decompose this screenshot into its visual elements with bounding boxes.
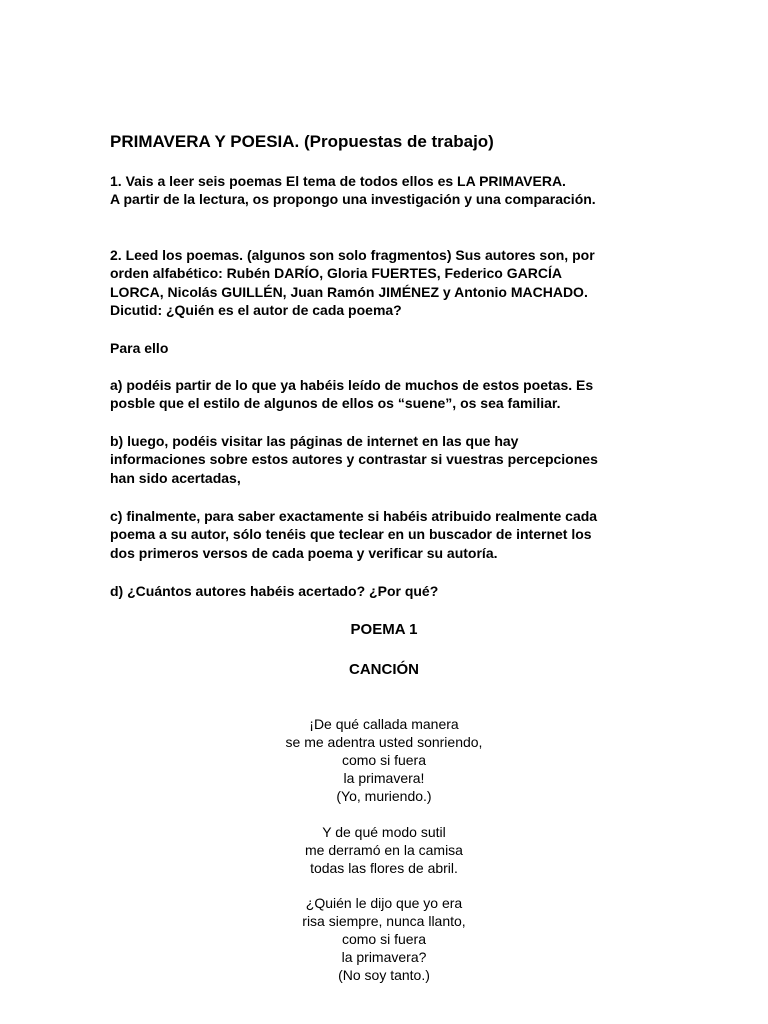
poem-line: Y de qué modo sutil [322,824,446,840]
poem-number: POEMA 1 [350,621,418,638]
poem-line: risa siempre, nunca llanto, [302,913,466,929]
text-line: dos primeros versos de cada poema y verificar su autoría. [110,544,498,561]
paragraph-4 [110,376,670,413]
poem-line: todas las flores de abril. [310,860,458,876]
text-line: Dicutid: ¿Quién es el autor de cada poema? [110,302,402,319]
text-line: han sido acertadas, [110,469,241,486]
poem-line: la primavera? [341,949,427,965]
poem-line: se me adentra usted sonriendo, [285,734,483,750]
poem-line: la primavera! [343,770,425,786]
paragraph-2 [110,246,670,320]
poem-line: (No soy tanto.) [338,967,430,983]
text-line: 1. Vais a leer seis poemas El tema de todos ellos es LA PRIMAVERA. [110,173,566,189]
document-title: PRIMAVERA Y POESIA. (Propuestas de trabajo) [110,132,494,151]
text-line: A partir de la lectura, os propongo una investigación y una comparación. [110,191,596,208]
text-line: posble que el estilo de algunos de ellos os “suene”, os sea familiar. [110,395,561,412]
text-line: poema a su autor, sólo tenéis que teclear en un buscador de internet los [110,526,592,543]
poem-line: (Yo, muriendo.) [336,788,432,804]
text-line: Para ello [110,340,169,356]
text-line: b) luego, podéis visitar las páginas de internet en las que hay [110,433,519,449]
text-line: informaciones sobre estos autores y contrastar si vuestras percepciones [110,451,598,468]
poem-line: me derramó en la camisa [305,842,463,858]
poem-line: como si fuera [341,752,427,768]
poem-stanza-3 [0,894,768,984]
poem-line: ¿Quién le dijo que yo era [305,895,463,911]
text-line: 2. Leed los poemas. (algunos son solo fragmentos) Sus autores son, por [110,247,595,263]
poem-title: CANCIÓN [349,661,419,678]
paragraph-5 [110,432,670,487]
poem-stanza-1 [0,715,768,805]
text-line: d) ¿Cuántos autores habéis acertado? ¿Por qué? [110,583,439,599]
text-line: orden alfabético: Rubén DARÍO, Gloria FUERTES, Federico GARCÍA [110,265,562,282]
paragraph-1 [110,172,670,209]
paragraph-3 [110,339,670,357]
poem-stanza-2 [0,823,768,877]
poem-line: ¡De qué callada manera [309,716,459,732]
poem-line: como si fuera [341,931,427,947]
text-line: a) podéis partir de lo que ya habéis leído de muchos de estos poetas. Es [110,377,594,393]
text-line: LORCA, Nicolás GUILLÉN, Juan Ramón JIMÉNEZ y Antonio MACHADO. [110,283,588,300]
paragraph-6 [110,507,670,562]
text-line: c) finalmente, para saber exactamente si habéis atribuido realmente cada [110,508,598,524]
paragraph-7 [110,582,670,600]
